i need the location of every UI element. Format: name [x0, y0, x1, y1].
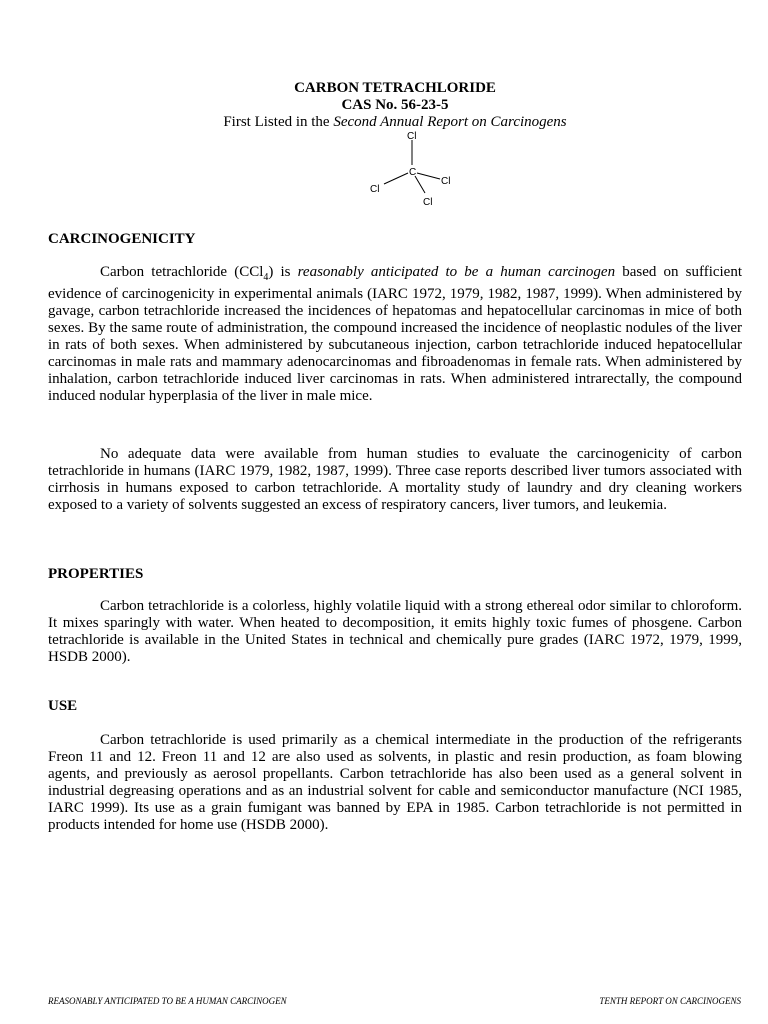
- atom-c-center: C: [409, 167, 417, 178]
- atom-cl-left: Cl: [370, 184, 380, 195]
- first-listed-report: Second Annual Report on Carcinogens: [333, 114, 567, 130]
- text-span: ) is: [268, 264, 298, 280]
- classification-phrase: reasonably anticipated to be a human carcinogen: [297, 264, 616, 280]
- properties-paragraph: Carbon tetrachloride is a colorless, highly volatile liquid with a strong ethereal odor similar to chloroform. It mixes sparingly with water. When heated to decomposition, it emits highly toxic fumes of phosgene. Carbon tetrachloride is available in the United States in technical and chemically pure grades (IARC 1972, 1979, 1999, HSDB 2000).: [48, 598, 742, 665]
- cas-number: CAS No. 56-23-5: [341, 97, 449, 113]
- chemical-structure: [366, 129, 486, 209]
- carcinogenicity-heading: CARCINOGENICITY: [48, 231, 196, 247]
- use-paragraph: Carbon tetrachloride is used primarily as a chemical intermediate in the production of the refrigerants Freon 11 and 12. Freon 11 and 12 are also used as solvents, in plastic and resin production, as foam blowing agents, and previously as aerosol propellants. Carbon tetrachloride has also been used as a general solvent in industrial degreasing operations and as an industrial solvent for cable and semiconductor manufacture (NCI 1985, IARC 1999). Its use as a grain fumigant was banned by EPA in 1985. Carbon tetrachloride is not permitted in products intended for home use (HSDB 2000).: [48, 732, 742, 833]
- document-header: [48, 80, 742, 131]
- footer-right: TENTH REPORT ON CARCINOGENS: [599, 996, 741, 1006]
- subscript: 4: [263, 272, 269, 283]
- footer-left: REASONABLY ANTICIPATED TO BE A HUMAN CARCINOGEN: [48, 996, 287, 1006]
- carcinogenicity-paragraph-1: [48, 264, 742, 405]
- text-span: Carbon tetrachloride (CCl: [100, 264, 264, 280]
- text-span: based on sufficient evidence of carcinogenicity in experimental animals (IARC 1972, 1979, 1982, 1987, 1999). When administered by gavage, carbon tetrachloride increased the incidences of hepatomas and hepatocellular carcinomas in mice of both sexes. By the same route of administration, the compound increased the incidence of neoplastic nodules of the liver in rats of both sexes. When administered by subcutaneous injection, carbon tetrachloride induced hepatocellular carcinomas in male rats and mammary adenocarcinomas and fibroadenomas in female rats. When administered by inhalation, carbon tetrachloride induced liver carcinomas in rats. When administered intrarectally, the compound induced nodular hyperplasia of the liver in male mice.: [48, 264, 743, 404]
- first-listed-prefix: First Listed in the: [223, 114, 334, 130]
- atom-cl-right: Cl: [441, 176, 451, 187]
- carcinogenicity-paragraph-2: No adequate data were available from human studies to evaluate the carcinogenicity of carbon tetrachloride in humans (IARC 1979, 1982, 1987, 1999). Three case reports described liver tumors associated with cirrhosis in humans exposed to carbon tetrachloride. A mortality study of laundry and dry cleaning workers exposed to a variety of solvents suggested an excess of respiratory cancers, liver tumors, and leukemia.: [48, 446, 742, 513]
- use-heading: USE: [48, 698, 78, 714]
- atom-cl-top: Cl: [407, 131, 417, 142]
- atom-cl-bottom: Cl: [423, 197, 433, 208]
- properties-heading: PROPERTIES: [48, 566, 144, 582]
- page-title: CARBON TETRACHLORIDE: [294, 80, 496, 96]
